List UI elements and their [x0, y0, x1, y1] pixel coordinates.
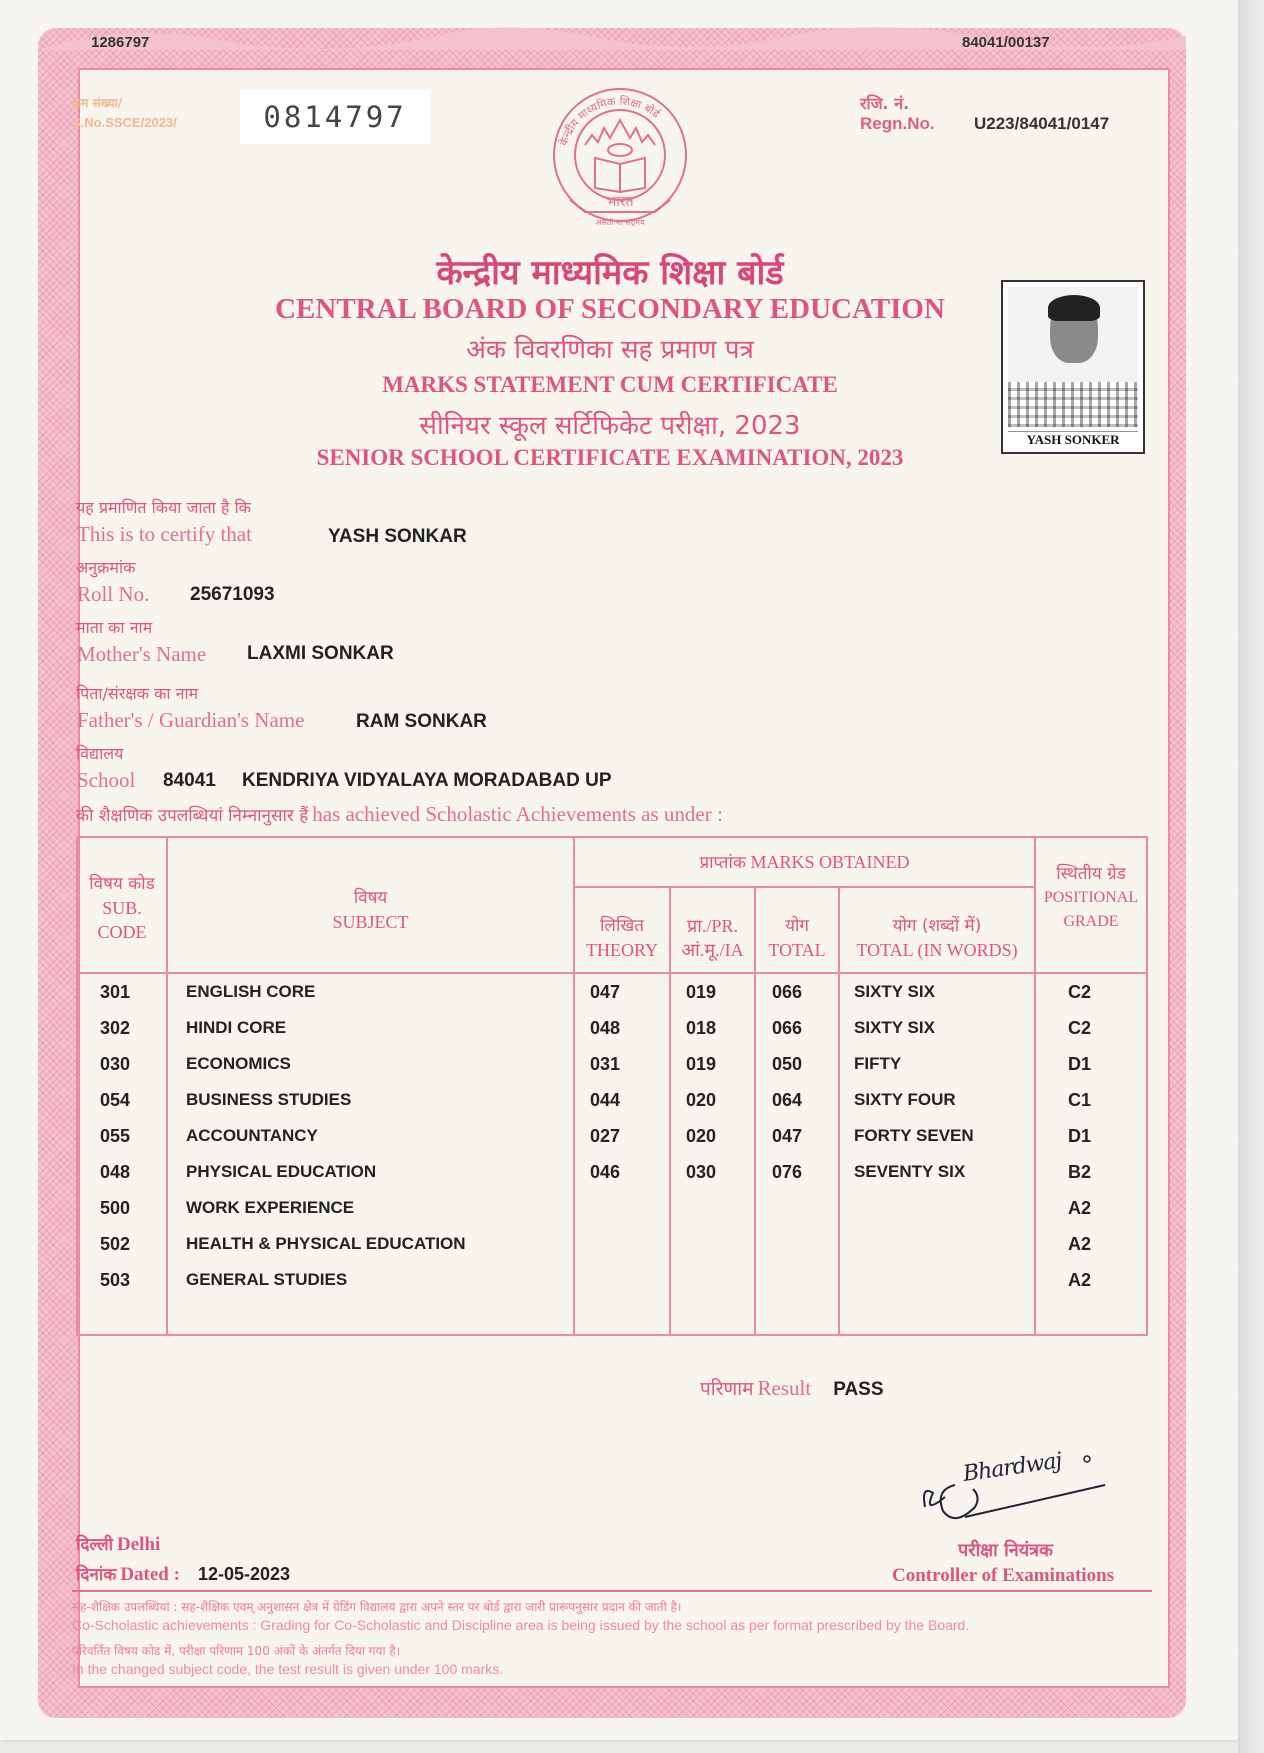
header-marks-hi: प्राप्तांक — [699, 853, 746, 873]
table-row — [78, 1018, 1146, 1048]
cell-theory: 046 — [590, 1162, 621, 1182]
cell-total: 064 — [772, 1090, 803, 1110]
cell-grade: A2 — [1068, 1234, 1092, 1254]
school-code: 84041 — [163, 770, 216, 791]
signatory-hi: परीक्षा नियंत्रक — [958, 1540, 1053, 1561]
header-code-hi: विषय कोड — [89, 874, 155, 894]
result-line — [700, 1375, 884, 1401]
cell-practical: 018 — [686, 1018, 717, 1038]
header-grade-en2: GRADE — [1063, 913, 1119, 930]
document-title-hi: अंक विवरणिका सह प्रमाण पत्र — [466, 335, 754, 365]
header-subject-en: SUBJECT — [332, 912, 409, 932]
dated-hi: दिनांक — [76, 1565, 117, 1585]
header-total-hi: योग — [785, 916, 809, 936]
cell-theory: 027 — [590, 1126, 621, 1146]
header-sub-code — [78, 872, 166, 944]
cell-total-words: SIXTY SIX — [854, 982, 935, 1001]
board-name-hi: केन्द्रीय माध्यमिक शिक्षा बोर्ड — [436, 253, 784, 293]
cell-theory: 044 — [590, 1090, 621, 1110]
cell-code: 503 — [100, 1270, 131, 1290]
cell-total: 047 — [772, 1126, 803, 1146]
place-hi: दिल्ली — [76, 1535, 114, 1555]
table-row — [78, 1198, 1146, 1228]
cell-grade: D1 — [1068, 1126, 1092, 1146]
footer-divider — [72, 1590, 1152, 1592]
cbse-logo — [540, 80, 700, 240]
cell-theory: 031 — [590, 1054, 621, 1074]
serial-label — [72, 93, 177, 133]
cell-code: 302 — [100, 1018, 131, 1038]
cell-code: 502 — [100, 1234, 131, 1254]
father-label-hi: पिता/संरक्षक का नाम — [76, 684, 199, 703]
certify-label-hi: यह प्रमाणित किया जाता है कि — [76, 498, 251, 517]
father-name: RAM SONKAR — [356, 711, 487, 732]
table-row — [78, 1054, 1146, 1084]
mother-label-en: Mother's Name — [77, 642, 207, 666]
roll-number: 25671093 — [190, 584, 275, 605]
table-row — [78, 1234, 1146, 1264]
cell-total: 050 — [772, 1054, 803, 1074]
dated-en: Dated : — [120, 1564, 180, 1585]
header-words-hi: योग (शब्दों में) — [892, 916, 982, 936]
cell-subject: HINDI CORE — [186, 1018, 287, 1037]
signatory-en: Controller of Examinations — [892, 1565, 1115, 1586]
roll-label-en: Roll No. — [77, 582, 150, 606]
cell-practical: 030 — [686, 1162, 717, 1182]
cell-total-words: SIXTY FOUR — [854, 1090, 956, 1109]
header-marks-en: MARKS OBTAINED — [750, 852, 910, 872]
document-title-en: MARKS STATEMENT CUM CERTIFICATE — [382, 372, 838, 397]
header-pr-line1: प्रा./PR. — [687, 916, 738, 936]
cell-theory: 047 — [590, 982, 621, 1002]
cell-code: 500 — [100, 1198, 131, 1218]
achievements-intro-hi: की शैक्षणिक उपलब्धियां निम्नानुसार हैं — [76, 806, 309, 826]
regn-label-en: Regn.No. — [860, 114, 935, 133]
table-row — [78, 1162, 1146, 1192]
logo-motto: असतो मा सद्गमय — [595, 218, 645, 227]
header-total-en: TOTAL — [768, 940, 826, 960]
serial-label-hi: क्रम संख्या/ — [72, 96, 123, 110]
logo-ring-text: केन्द्रीय माध्यमिक शिक्षा बोर्ड — [557, 94, 663, 148]
cell-code: 055 — [100, 1126, 131, 1146]
achievements-intro — [76, 802, 723, 827]
header-theory-en: THEORY — [586, 940, 658, 960]
note1-hi: सह-शैक्षिक उपलब्धियां : सह-शैक्षिक एवम् अनुशासन क्षेत्र में ग्रेडिंग विद्यालय द्वारा अपने स्तर पर बोर्ड द्वारा जारी प्रारूपनुसार प्रदान की जाती है। — [72, 1600, 682, 1614]
header-practical — [671, 914, 754, 962]
header-code-en1: SUB. — [102, 898, 142, 918]
header-grade — [1036, 862, 1146, 934]
header-grade-en1: POSITIONAL — [1043, 889, 1139, 906]
table-row — [78, 982, 1146, 1012]
cell-code: 054 — [100, 1090, 131, 1110]
cell-subject: WORK EXPERIENCE — [186, 1198, 355, 1217]
serial-label-en: S.No.SSCE/2023/ — [72, 115, 177, 130]
cell-subject: BUSINESS STUDIES — [186, 1090, 352, 1109]
cell-total: 076 — [772, 1162, 803, 1182]
cell-grade: B2 — [1068, 1162, 1092, 1182]
regn-label-hi: रजि. नं. — [860, 94, 910, 113]
result-label-hi: परिणाम — [700, 1378, 754, 1400]
cell-subject: PHYSICAL EDUCATION — [186, 1162, 377, 1181]
header-theory-hi: लिखित — [600, 916, 644, 936]
cell-total-words: SIXTY SIX — [854, 1018, 935, 1037]
header-grade-hi: स्थितीय ग्रेड — [1056, 864, 1126, 884]
header-words-en: TOTAL (IN WORDS) — [856, 940, 1018, 960]
cell-subject: ENGLISH CORE — [186, 982, 316, 1001]
school-label-en: School — [77, 768, 136, 792]
cell-subject: GENERAL STUDIES — [186, 1270, 348, 1289]
cell-subject: ECONOMICS — [186, 1054, 291, 1073]
cell-total-words: SEVENTY SIX — [854, 1162, 966, 1181]
exam-title-hi: सीनियर स्कूल सर्टिफिकेट परीक्षा, 2023 — [419, 411, 801, 441]
cell-practical: 020 — [686, 1126, 717, 1146]
serial-number: 0814797 — [240, 90, 430, 144]
cell-grade: C2 — [1068, 1018, 1092, 1038]
date-line — [76, 1562, 290, 1586]
table-row — [78, 1126, 1146, 1156]
achievements-intro-en: has achieved Scholastic Achievements as under : — [312, 802, 723, 826]
cell-total: 066 — [772, 1018, 803, 1038]
cell-code: 048 — [100, 1162, 131, 1182]
cell-grade: C1 — [1068, 1090, 1092, 1110]
header-subject — [168, 886, 573, 934]
header-marks-obtained — [575, 850, 1034, 875]
header-total-words — [840, 914, 1034, 962]
header-total — [756, 914, 838, 962]
school-name: KENDRIYA VIDYALAYA MORADABAD UP — [242, 770, 612, 791]
cell-grade: C2 — [1068, 982, 1092, 1002]
table-row — [78, 1090, 1146, 1120]
cell-subject: HEALTH & PHYSICAL EDUCATION — [186, 1234, 466, 1253]
photo-image — [1008, 287, 1138, 427]
cell-code: 301 — [100, 982, 131, 1002]
top-serial-right: 84041/00137 — [962, 34, 1050, 51]
scan-margin — [1238, 0, 1264, 1753]
board-name-en: CENTRAL BOARD OF SECONDARY EDUCATION — [275, 293, 945, 325]
cell-total-words: FORTY SEVEN — [854, 1126, 974, 1145]
exam-title-en: SENIOR SCHOOL CERTIFICATE EXAMINATION, 2023 — [316, 445, 904, 470]
roll-label-hi: अनुक्रमांक — [76, 558, 136, 577]
father-label-en: Father's / Guardian's Name — [77, 708, 305, 732]
marks-table — [76, 836, 1148, 1336]
cell-theory: 048 — [590, 1018, 621, 1038]
place-en: Delhi — [117, 1534, 161, 1555]
photo-caption: YASH SONKER — [1008, 431, 1138, 448]
cell-grade: A2 — [1068, 1270, 1092, 1290]
cell-subject: ACCOUNTANCY — [186, 1126, 318, 1145]
student-name: YASH SONKAR — [328, 526, 467, 547]
mother-name: LAXMI SONKAR — [247, 643, 394, 664]
table-row — [78, 1270, 1146, 1300]
cell-total: 066 — [772, 982, 803, 1002]
note2-en: In the changed subject code, the test result is given under 100 marks. — [72, 1661, 504, 1677]
cell-practical: 019 — [686, 1054, 717, 1074]
cell-practical: 020 — [686, 1090, 717, 1110]
logo-country: भारत — [606, 194, 634, 210]
header-pr-line2: आं.मू./IA — [681, 940, 744, 960]
student-photo — [1001, 280, 1145, 454]
result-label-en: Result — [757, 1376, 812, 1400]
cell-total-words: FIFTY — [854, 1054, 902, 1073]
certify-label-en: This is to certify that — [77, 522, 252, 546]
issue-date: 12-05-2023 — [197, 1564, 291, 1584]
cell-code: 030 — [100, 1054, 131, 1074]
header-subject-hi: विषय — [353, 888, 388, 908]
controller-signature: Bhardwaj — [961, 1448, 1063, 1487]
regn-number: U223/84041/0147 — [974, 114, 1110, 133]
result-value: PASS — [833, 1379, 884, 1400]
mother-label-hi: माता का नाम — [76, 618, 153, 637]
place-line — [76, 1532, 160, 1556]
note1-en: Co-Scholastic achievements : Grading for Co-Scholastic and Discipline area is being issued by the school as per format prescribed by the Board. — [72, 1617, 970, 1633]
cell-grade: D1 — [1068, 1054, 1092, 1074]
top-serial-left: 1286797 — [91, 34, 150, 51]
note2-hi: परिवर्तित विषय कोड में, परीक्षा परिणाम 100 अंकों के अंतर्गत दिया गया है। — [72, 1644, 401, 1658]
school-label-hi: विद्यालय — [76, 744, 124, 763]
cell-practical: 019 — [686, 982, 717, 1002]
header-theory — [575, 914, 669, 962]
header-code-en2: CODE — [97, 922, 147, 942]
cell-grade: A2 — [1068, 1198, 1092, 1218]
